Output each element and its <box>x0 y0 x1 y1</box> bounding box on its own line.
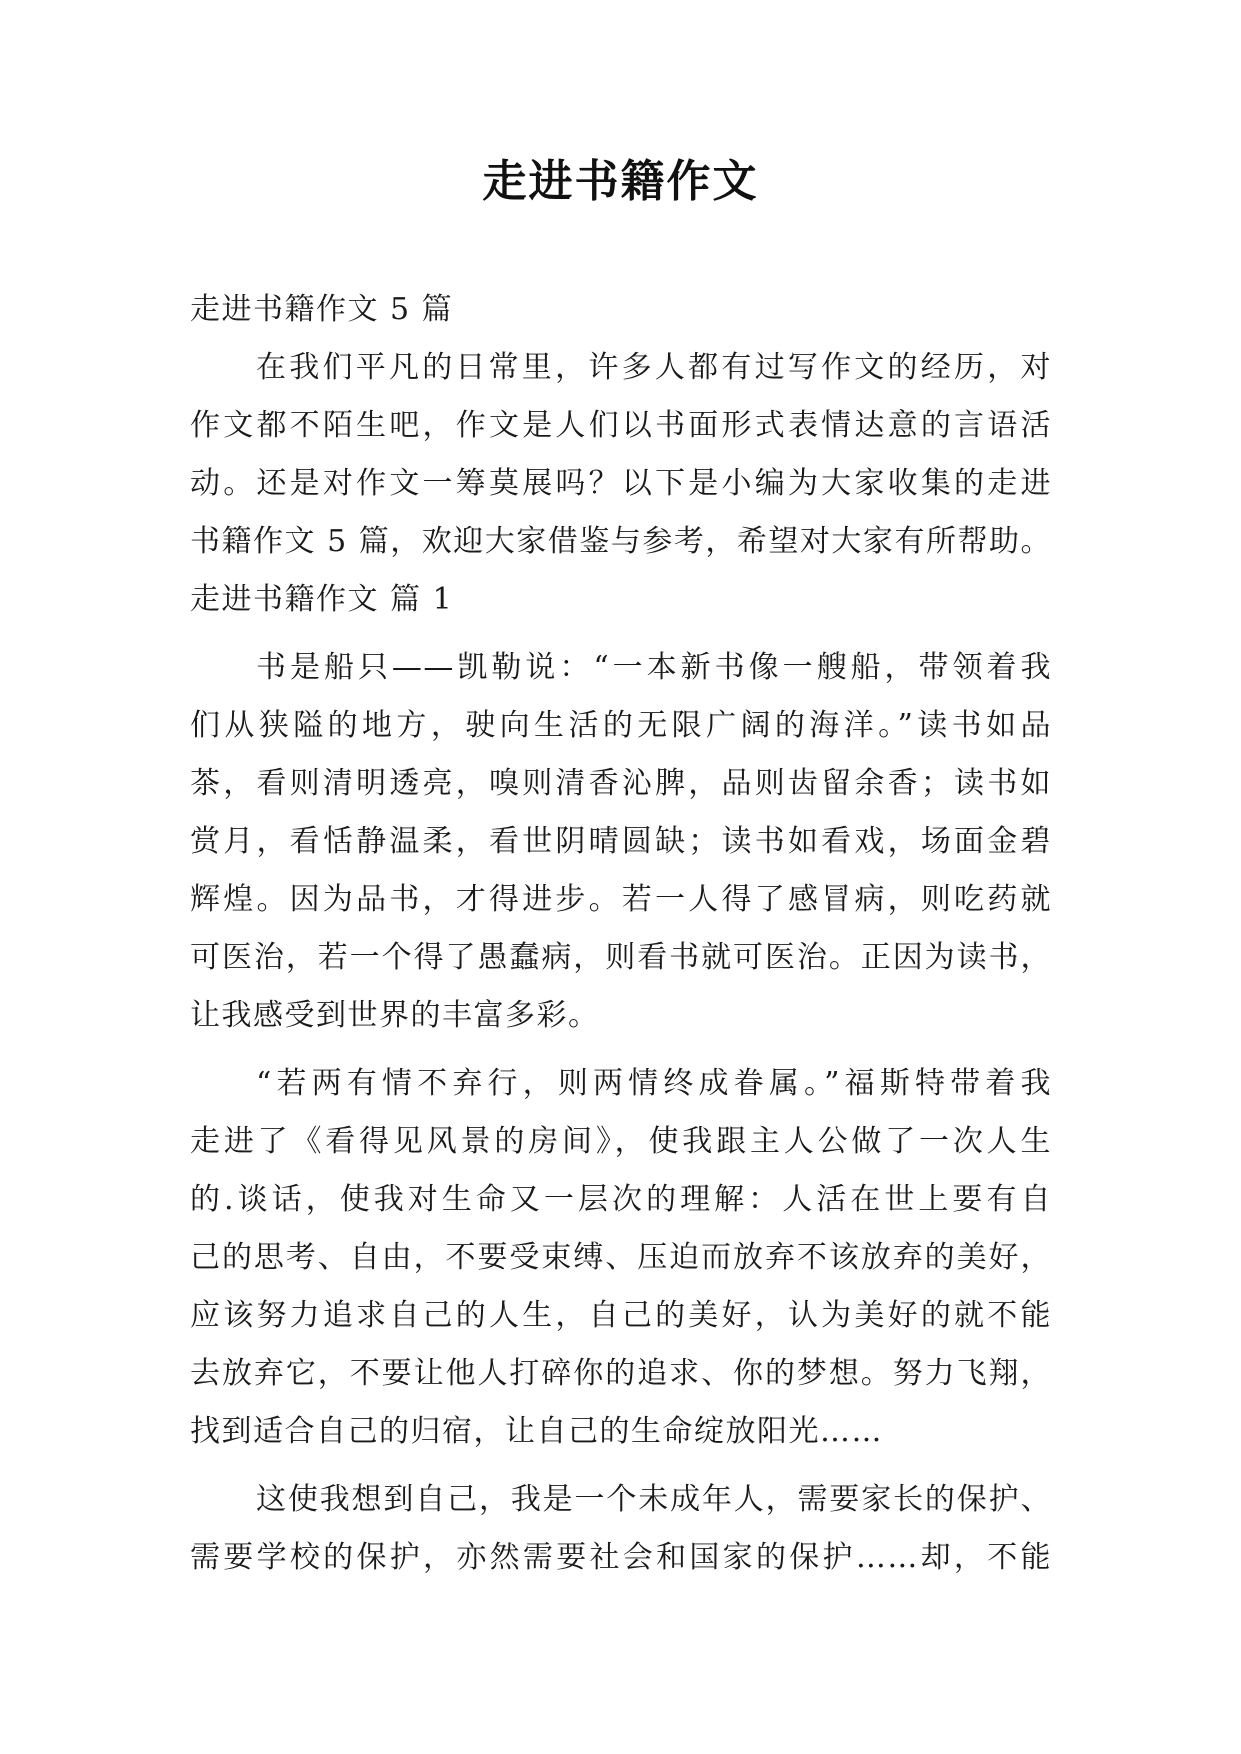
section-heading <box>190 571 1052 629</box>
text-line: 书是船只——凯勒说：“一本新书像一艘船，带领着我 <box>256 650 1052 685</box>
text-line: 走进书籍作文 5 篇 <box>190 292 454 327</box>
text-line: 的.谈话，使我对生命又一层次的理解：人活在世上要有自 <box>190 1182 1052 1217</box>
text-line: 找到适合自己的归宿，让自己的生命绽放阳光…… <box>190 1414 883 1449</box>
text-line: 们从狭隘的地方，驶向生活的无限广阔的海洋。”读书如品 <box>190 708 1052 743</box>
text-line: “若两有情不弃行，则两情终成眷属。”福斯特带着我 <box>256 1066 1052 1101</box>
text-line: 己的思考、自由，不要受束缚、压迫而放弃不该放弃的美好， <box>190 1240 1052 1275</box>
text-line: 赏月，看恬静温柔，看世阴晴圆缺；读书如看戏，场面金碧 <box>190 824 1052 859</box>
body-paragraph <box>190 639 1052 1045</box>
text-line: 书籍作文 5 篇，欢迎大家借鉴与参考，希望对大家有所帮助。 <box>190 524 1052 559</box>
text-line: 在我们平凡的日常里，许多人都有过写作文的经历，对 <box>256 350 1052 385</box>
intro-paragraph <box>190 339 1052 571</box>
text-line: 这使我想到自己，我是一个未成年人，需要家长的保护、 <box>256 1482 1052 1517</box>
text-line: 辉煌。因为品书，才得进步。若一人得了感冒病，则吃药就 <box>190 882 1052 917</box>
text-line: 作文都不陌生吧，作文是人们以书面形式表情达意的言语活 <box>190 408 1052 443</box>
text-line: 可医治，若一个得了愚蠢病，则看书就可医治。正因为读书， <box>190 940 1052 975</box>
subtitle-line <box>190 281 1052 339</box>
text-line: 让我感受到世界的丰富多彩。 <box>190 998 600 1033</box>
document-title: 走进书籍作文 <box>482 156 759 207</box>
text-line: 茶，看则清明透亮，嗅则清香沁脾，品则齿留余香；读书如 <box>190 766 1052 801</box>
text-line: 动。还是对作文一筹莫展吗？以下是小编为大家收集的走进 <box>190 466 1052 501</box>
text-line: 走进了《看得见风景的房间》，使我跟主人公做了一次人生 <box>190 1124 1052 1159</box>
text-line: 应该努力追求自己的人生，自己的美好，认为美好的就不能 <box>190 1298 1052 1333</box>
body-paragraph <box>190 1471 1052 1587</box>
text-line: 去放弃它，不要让他人打碎你的追求、你的梦想。努力飞翔， <box>190 1356 1052 1391</box>
document-body <box>190 281 1052 1587</box>
text-line: 需要学校的保护，亦然需要社会和国家的保护……却，不能 <box>190 1540 1052 1575</box>
body-paragraph <box>190 1055 1052 1461</box>
text-line: 走进书籍作文 篇 1 <box>190 582 454 617</box>
